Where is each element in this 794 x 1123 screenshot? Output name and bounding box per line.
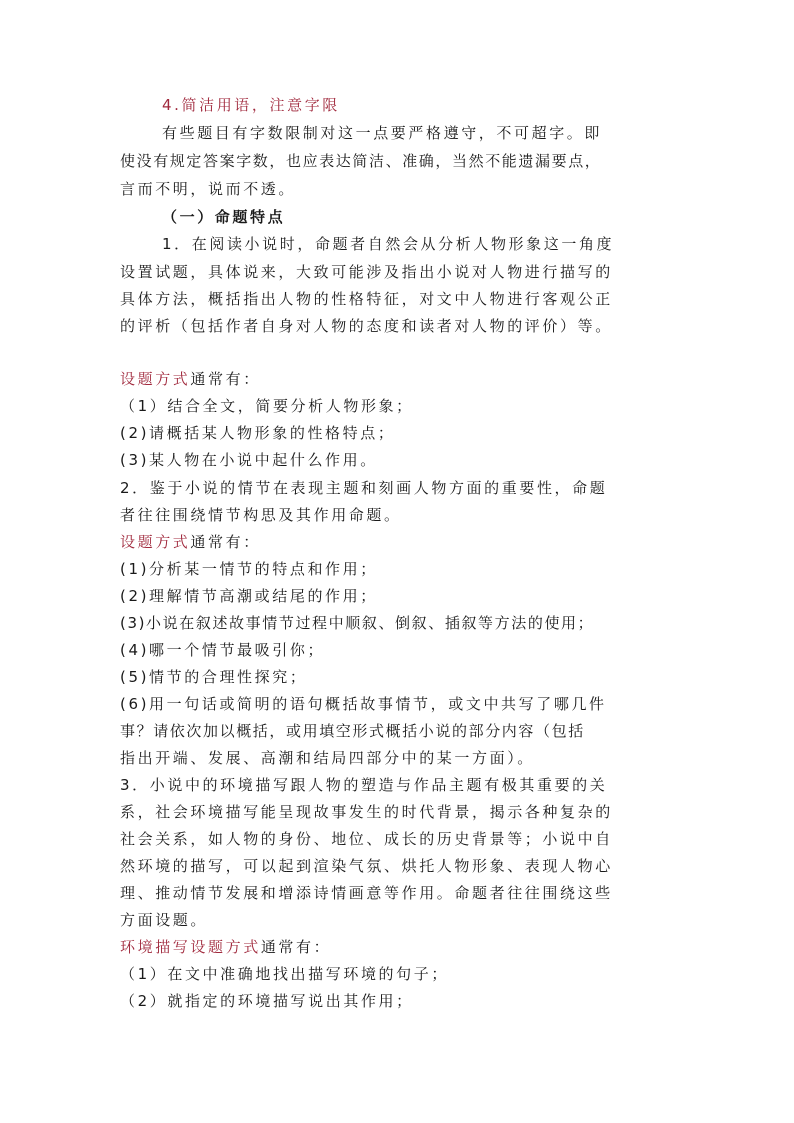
paragraph-line: 者往往围绕情节构思及其作用命题。: [120, 506, 402, 524]
method-label: [120, 532, 261, 552]
list-item: (3)小说在叙述故事情节过程中顺叙、倒叙、插叙等方法的使用；: [120, 614, 595, 632]
list-item: 指出开端、发展、高潮和结局四部分中的某一方面）。: [120, 749, 535, 767]
paragraph-line: 具体方法，概括指出人物的性格特征，对文中人物进行客观公正: [120, 290, 613, 308]
paragraph-line: 系，社会环境描写能呈现故事发生的时代背景，揭示各种复杂的: [120, 803, 613, 821]
list-item: (5)情节的合理性探究；: [120, 668, 308, 686]
paragraph-line: 使没有规定答案字数，也应表达简洁、准确，当然不能遗漏要点，: [120, 152, 602, 170]
paragraph-line: 的评析（包括作者自身对人物的态度和读者对人物的评价）等。: [120, 317, 613, 335]
sub-heading: （一）命题特点: [162, 208, 286, 226]
paragraph-line: 1．在阅读小说时，命题者自然会从分析人物形象这一角度: [162, 235, 615, 253]
list-item: （1）结合全文，简要分析人物形象；: [120, 397, 414, 415]
list-item: (2)理解情节高潮或结尾的作用；: [120, 587, 378, 605]
list-item: （1）在文中准确地找出描写环境的句子；: [120, 965, 449, 983]
method-label: [120, 369, 261, 389]
method-label-rest: 通常有：: [190, 533, 261, 551]
method-label-highlight: 设题方式: [120, 533, 191, 551]
paragraph-line: 2．鉴于小说的情节在表现主题和刻画人物方面的重要性，命题: [120, 479, 608, 497]
paragraph-line: 有些题目有字数限制对这一点要严格遵守，不可超字。即: [162, 124, 603, 142]
list-item: (6)用一句话或简明的语句概括故事情节，或文中共写了哪几件: [120, 695, 607, 713]
list-item: (4)哪一个情节最吸引你；: [120, 641, 326, 659]
paragraph-line: 设置试题，具体说来，大致可能涉及指出小说对人物进行描写的: [120, 263, 613, 281]
method-label-rest: 通常有：: [260, 938, 332, 956]
list-item: （2）就指定的环境描写说出其作用；: [120, 992, 414, 1010]
method-label-highlight: 设题方式: [120, 370, 191, 388]
list-item: 事？请依次加以概括，或用填空形式概括小说的部分内容（包括: [120, 722, 585, 740]
list-item: (3)某人物在小说中起什么作用。: [120, 451, 378, 469]
paragraph-line: 然环境的描写，可以起到渲染气氛、烘托人物形象、表现人物心: [120, 857, 613, 875]
method-label-highlight: 环境描写设题方式: [120, 938, 261, 956]
method-label-rest: 通常有：: [190, 370, 261, 388]
paragraph-line: 社会关系，如人物的身份、地位、成长的历史背景等；小说中自: [120, 830, 613, 848]
paragraph-line: 方面设题。: [120, 911, 209, 929]
paragraph-line: 言而不明，说而不透。: [120, 180, 297, 198]
list-item: (2)请概括某人物形象的性格特点；: [120, 424, 396, 442]
section-heading-4: 4.简洁用语，注意字限: [162, 96, 340, 114]
paragraph-line: 理、推动情节发展和增添诗情画意等作用。命题者往往围绕这些: [120, 884, 613, 902]
method-label: [120, 937, 331, 957]
list-item: (1)分析某一情节的特点和作用；: [120, 560, 378, 578]
paragraph-line: 3．小说中的环境描写跟人物的塑造与作品主题有极其重要的关: [120, 776, 608, 794]
